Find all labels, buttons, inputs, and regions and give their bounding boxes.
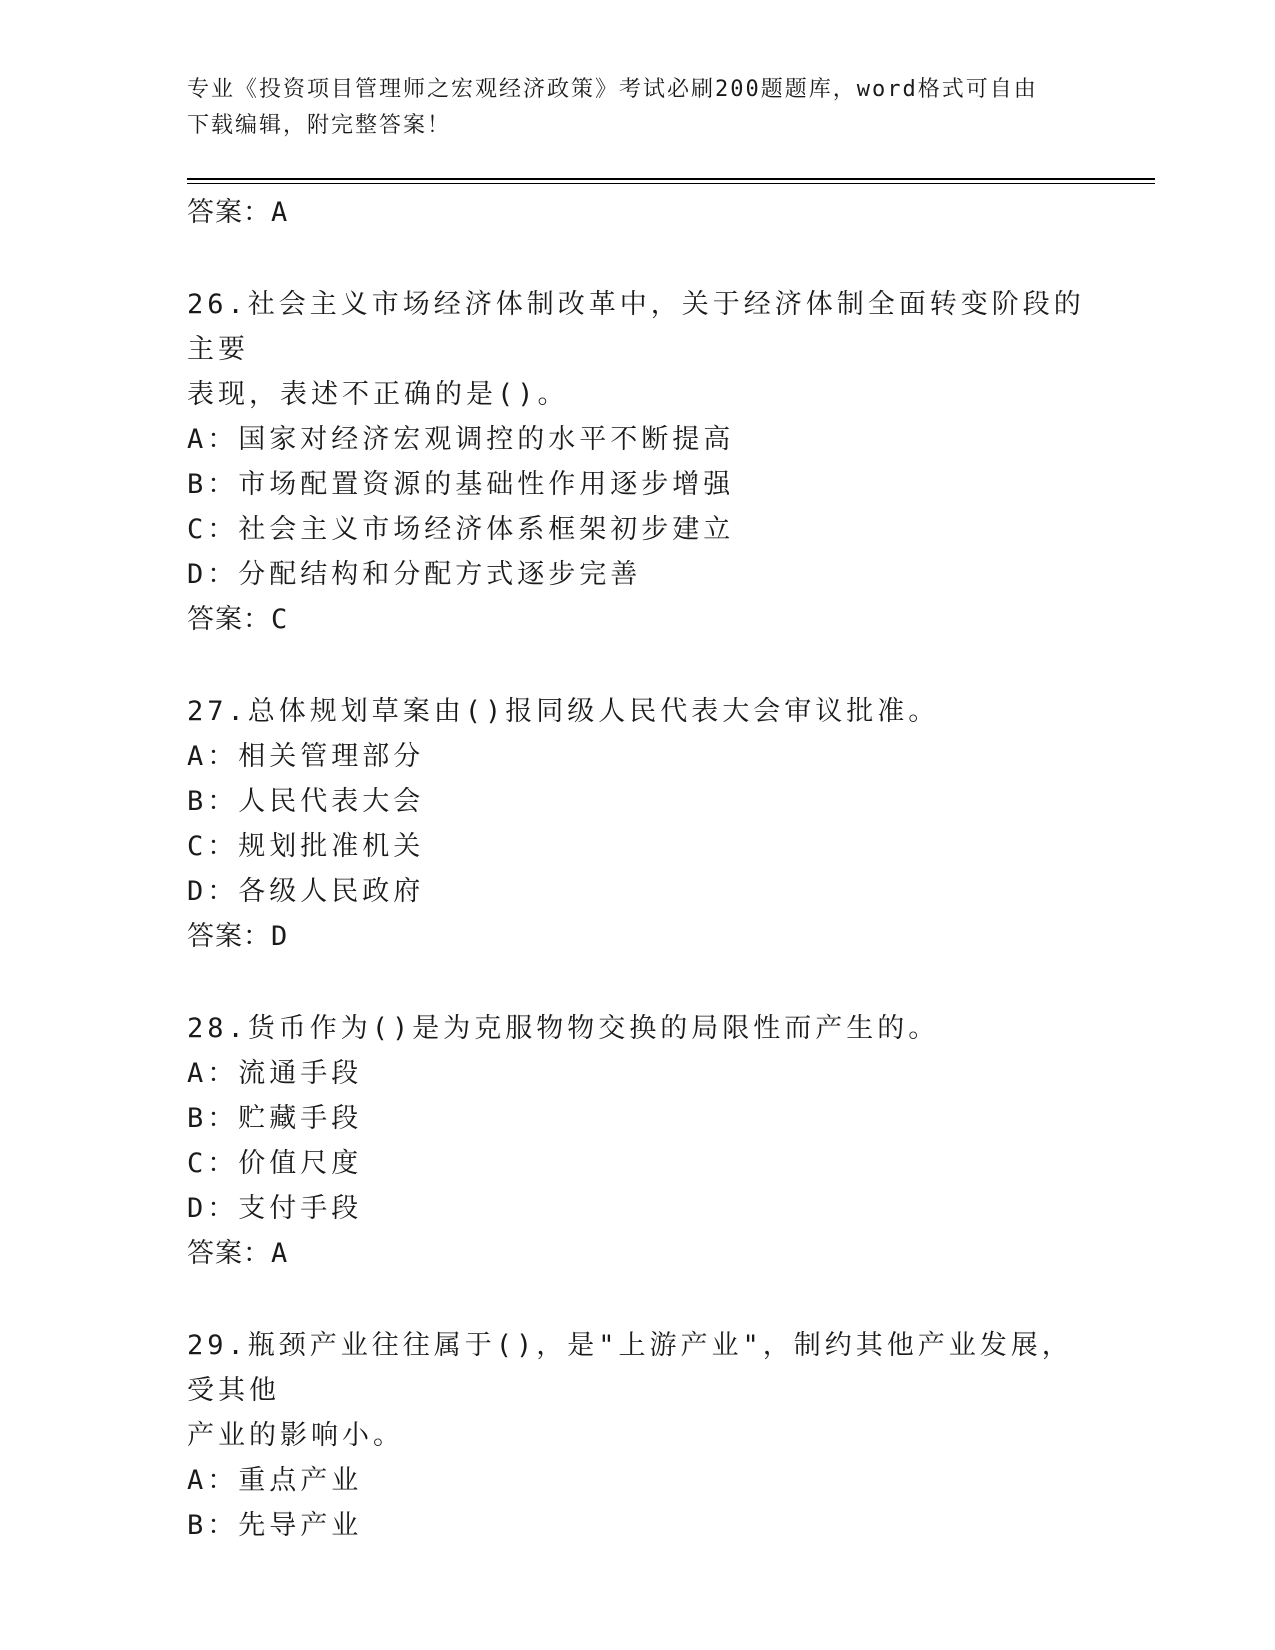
option-a xyxy=(187,734,1087,779)
option-d xyxy=(187,1186,1087,1231)
option-key: C： xyxy=(187,831,239,862)
option-text: 国家对经济宏观调控的水平不断提高 xyxy=(238,424,735,455)
question-number: 26. xyxy=(187,289,248,320)
question-line-1 xyxy=(187,1006,1087,1051)
question-stem: 总体规划草案由()报同级人民代表大会审议批准。 xyxy=(247,696,940,727)
option-a xyxy=(187,417,1087,462)
option-d xyxy=(187,869,1087,914)
option-key: B： xyxy=(187,469,239,500)
answer-label: 答案： xyxy=(187,604,271,635)
question-number: 28. xyxy=(187,1013,248,1044)
option-text: 市场配置资源的基础性作用逐步增强 xyxy=(238,469,735,500)
option-key: C： xyxy=(187,1148,239,1179)
question-stem: 货币作为()是为克服物物交换的局限性而产生的。 xyxy=(247,1013,940,1044)
answer-line xyxy=(187,597,1087,642)
option-key: A： xyxy=(187,741,239,772)
option-b xyxy=(187,1096,1087,1141)
question-line-1 xyxy=(187,282,1087,372)
option-b xyxy=(187,779,1087,824)
option-key: D： xyxy=(187,876,239,907)
option-text: 支付手段 xyxy=(238,1193,363,1224)
option-text: 分配结构和分配方式逐步完善 xyxy=(238,559,642,590)
option-text: 贮藏手段 xyxy=(238,1103,363,1134)
answer-value: C xyxy=(271,604,289,635)
document-header xyxy=(187,72,1087,144)
header-rule-thin xyxy=(187,183,1155,184)
answer-label: 答案： xyxy=(187,921,271,952)
option-text: 价值尺度 xyxy=(238,1148,363,1179)
option-key: A： xyxy=(187,1465,239,1496)
option-c xyxy=(187,824,1087,869)
answer-line xyxy=(187,190,1087,235)
answer-line xyxy=(187,1231,1087,1276)
answer-label: 答案： xyxy=(187,197,271,228)
answer-value: A xyxy=(271,197,289,228)
question-text xyxy=(187,689,1087,734)
option-key: B： xyxy=(187,1103,239,1134)
question-text xyxy=(187,1323,1087,1458)
question-stem: 瓶颈产业往往属于()，是"上游产业"，制约其他产业发展，受其他 xyxy=(187,1330,1073,1406)
question-line-1 xyxy=(187,689,1087,734)
option-text: 流通手段 xyxy=(238,1058,363,1089)
spacer xyxy=(187,1276,1087,1323)
answer-value: A xyxy=(271,1238,289,1269)
document-content xyxy=(187,190,1087,1548)
header-rule-thick xyxy=(187,178,1155,180)
question-block-27 xyxy=(187,689,1087,959)
question-line-2: 产业的影响小。 xyxy=(187,1420,404,1451)
question-number: 27. xyxy=(187,696,248,727)
spacer xyxy=(187,642,1087,689)
option-c xyxy=(187,507,1087,552)
option-key: A： xyxy=(187,424,239,455)
option-text: 相关管理部分 xyxy=(238,741,425,772)
answer-line xyxy=(187,914,1087,959)
question-number: 29. xyxy=(187,1330,248,1361)
answer-label: 答案： xyxy=(187,1238,271,1269)
option-text: 规划批准机关 xyxy=(238,831,425,862)
question-block-26 xyxy=(187,282,1087,642)
header-line-2: 下载编辑，附完整答案！ xyxy=(187,113,452,138)
question-stem: 社会主义市场经济体制改革中，关于经济体制全面转变阶段的主要 xyxy=(187,289,1085,365)
option-text: 先导产业 xyxy=(238,1510,363,1541)
option-text: 各级人民政府 xyxy=(238,876,425,907)
option-b xyxy=(187,1503,1087,1548)
question-line-1 xyxy=(187,1323,1087,1413)
spacer xyxy=(187,235,1087,282)
question-line-2: 表现，表述不正确的是()。 xyxy=(187,379,569,410)
spacer xyxy=(187,959,1087,1006)
option-d xyxy=(187,552,1087,597)
option-key: B： xyxy=(187,1510,239,1541)
header-line-1: 专业《投资项目管理师之宏观经济政策》考试必刷200题题库，word格式可自由 xyxy=(187,77,1038,102)
option-key: C： xyxy=(187,514,239,545)
question-text xyxy=(187,282,1087,417)
option-key: B： xyxy=(187,786,239,817)
question-text xyxy=(187,1006,1087,1051)
option-text: 社会主义市场经济体系框架初步建立 xyxy=(238,514,735,545)
option-c xyxy=(187,1141,1087,1186)
option-key: D： xyxy=(187,1193,239,1224)
answer-value: D xyxy=(271,921,289,952)
option-a xyxy=(187,1051,1087,1096)
question-block-29 xyxy=(187,1323,1087,1548)
option-text: 重点产业 xyxy=(238,1465,363,1496)
option-b xyxy=(187,462,1087,507)
option-key: D： xyxy=(187,559,239,590)
question-block-28 xyxy=(187,1006,1087,1276)
option-text: 人民代表大会 xyxy=(238,786,425,817)
option-key: A： xyxy=(187,1058,239,1089)
option-a xyxy=(187,1458,1087,1503)
